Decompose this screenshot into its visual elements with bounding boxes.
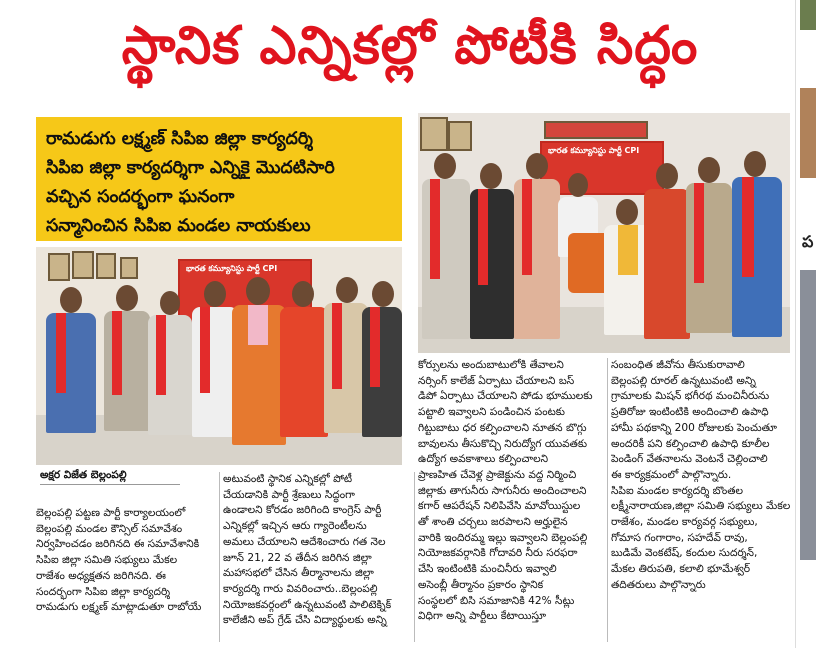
article-line: జిల్లాకు తాగునీరు సాగునీరు అందించాలని [418, 484, 587, 497]
article-line: బెల్లంపల్లి మండల కౌన్సిల్ సమావేశం [36, 522, 183, 535]
article-line: బుడిమే వెంకటేష్, కందుల సుదర్శన్, [611, 547, 758, 560]
article-column-4 [611, 358, 791, 594]
article-line: అందరికీ పని కల్పించాలి ఉపాధి కూలీల [611, 437, 770, 450]
article-line: ప్రాణహిత చేవెళ్ల ప్రాజెక్టును వద్ద నిర్మించి [418, 468, 577, 481]
article-line: గిట్టుబాటు ధర కల్పించాలని నూతన బొగ్గు [418, 421, 587, 434]
article-line: గ్రామాలకు మిషన్ భగీరథ మంచినీరును [611, 390, 770, 403]
highlight-line: రామడుగు లక్ష్మణ్ సిపిఐ జిల్లా కార్యదర్శి [46, 129, 313, 149]
byline-rule [40, 484, 180, 485]
article-line: గోమాస గంగారాం, సహదేవ్ రావు, [611, 531, 748, 544]
article-line: తో శాంతి చర్చలు జరపాలని అర్హులైన [418, 516, 568, 529]
article-line: బావులను తీసుకొచ్చి నిరుద్యోగ యువతకు [418, 437, 588, 450]
article-line: బెల్లంపల్లి రూరల్ ఉన్నటువంటి అన్ని [611, 374, 756, 387]
article-line: మేకల తిరుపతి, కలాలి భూమేశ్వర్ [611, 563, 751, 576]
article-line: సందర్భంగా సిపిఐ జిల్లా కార్యదర్శి [36, 585, 171, 598]
adjacent-photo [800, 0, 816, 30]
article-line: చేసి ఇంటింటికి మంచినీరు ఇవ్వాలి [418, 563, 557, 576]
article-line: కోర్సులను అందుబాటులోకి తేవాలని [418, 359, 564, 371]
column-divider [219, 472, 220, 642]
article-column-1 [36, 506, 216, 616]
highlight-line: సన్మానించిన సిపిఐ మండల నాయకులు [46, 216, 311, 236]
article-line: రాజేశం, మండల కార్యవర్గ సభ్యులు, [611, 516, 758, 529]
article-line: పట్టాలి ఇవ్వాలని పండించిన పంటకు [418, 406, 565, 419]
article-line: సంబంధిత జీవోను తీసుకురావాలి [611, 359, 745, 371]
article-line: కగార్ ఆపరేషన్ నిలిపివేసి మావోయిస్టుల [418, 500, 581, 513]
article-line: అమలు చేయాలని ఆదేశించారు గత నెల [223, 535, 386, 548]
article-line: కాలేజీని అప్ గ్రేడ్ చేసి విద్యార్థులకు అన్ని [223, 614, 387, 627]
article-line: రాజేశం అధ్యక్షతన జరిగినది. ఈ [36, 569, 166, 582]
article-line: ఎన్నికల్లో ఇచ్చిన ఆరు గ్యారెంటీలను [223, 520, 367, 533]
article-line: జూన్ 21, 22 వ తేదీన జరిగిన జిల్లా [223, 551, 372, 564]
article-line: అటువంటి స్థానిక ఎన్నికల్లో పోటీ [223, 473, 353, 485]
wall-portrait [96, 253, 116, 279]
article-line: సిపిఐ జిల్లా సమితి సభ్యులు మేకల [36, 554, 178, 567]
article-line: కార్యదర్శి గారు వివరించారు..బెల్లంపల్లి [223, 582, 378, 595]
article-line: ఈ కార్యక్రమంలో పాల్గొన్నారు. [611, 468, 732, 481]
article-line: వారికి ఇందిరమ్మ ఇల్లు ఇవ్వాలని బెల్లంపల్లి [418, 531, 588, 544]
adjacent-photo [800, 270, 816, 560]
wall-portrait-row [544, 121, 648, 139]
article-line: నిర్వహించడం జరిగినది ఈ సమావేశానికి [36, 538, 200, 551]
article-column-3 [418, 358, 605, 625]
wall-portrait [72, 251, 94, 279]
highlight-line: సిపిఐ జిల్లా కార్యదర్శిగా ఎన్నికై మొదటిసారి [46, 158, 335, 178]
article-line: ఉద్యోగ అవకాశాలు కల్పించాలని [418, 453, 549, 466]
group-photo-felicitation [36, 247, 402, 465]
article-line: బెల్లంపల్లి పట్టణ పార్టీ కార్యాలయంలో [36, 507, 186, 519]
banner-text: భారత కమ్యూనిస్టు పార్టీ CPI [186, 264, 278, 273]
wall-portrait [120, 257, 138, 279]
article-line: చేయడానికి పార్టీ శ్రేణులు సిద్ధంగా [223, 488, 355, 501]
article-line: పెండింగ్ వేతనాలను వెంటనే చెల్లించాలి [611, 453, 768, 466]
article-line: నర్సింగ్ కాలేజ్ ఏర్పాటు చేయాలని బస్ [418, 374, 575, 387]
wall-portrait [48, 253, 70, 281]
article-line: నియోజకవర్గంలో ఉన్నటువంటి పాలిటెక్నిక్ [223, 598, 392, 611]
byline: అక్షర విజేత బెల్లంపల్లి [40, 469, 127, 484]
article-line: అసెంబ్లీ తీర్మానం ప్రకారం స్థానిక [418, 578, 544, 591]
wall-portrait [420, 117, 448, 151]
article-line: సంస్థలలో బిసి సమాజానికి 42% సీట్లు [418, 594, 575, 607]
article-line: రామడుగు లక్ష్మణ్ మాట్లాడుతూ రాబోయే [36, 601, 202, 614]
article-line: విధిగా అన్ని పార్టీలు కేటాయిస్తూ [418, 610, 547, 623]
article-line: ఉండాలని కోరడం జరిగింది కాంగ్రెస్ పార్టీ [223, 504, 382, 517]
adjacent-page-edge [795, 0, 816, 648]
article-line: తదితరులు పాల్గొన్నారు [611, 578, 706, 591]
group-photo-shawl-presentation [418, 113, 790, 353]
article-line: ప్రతిరోజు ఇంటింటికి అందించాలి ఉపాధి [611, 406, 769, 419]
wall-portrait [448, 121, 472, 151]
article-line: లక్ష్మీనారాయణ,జిల్లా సమితి సభ్యులు మేకల [611, 500, 791, 513]
article-line: నియోజకవర్గానికి గోదావరి నీరు సరఫరా [418, 547, 578, 560]
column-divider [607, 358, 608, 642]
article-column-2 [223, 472, 415, 629]
article-line: హామీ పథకాన్ని 200 రోజులకు పెంచుతూ [611, 421, 777, 434]
headline: స్థానిక ఎన్నికల్లో పోటీకి సిద్ధం [121, 15, 699, 76]
adjacent-text-fragment: ప [802, 232, 814, 251]
banner-text: భారత కమ్యూనిస్టు పార్టీ CPI [548, 146, 640, 155]
article-line: డిపో ఏర్పాటు చేయాలని పోడు భూములకు [418, 390, 593, 403]
adjacent-photo [800, 88, 816, 178]
highlight-line: వచ్చిన సందర్భంగా ఘనంగా [46, 187, 235, 207]
article-line: సిపిఐ మండల కార్యదర్శి బొంతల [611, 484, 743, 497]
article-line: మహాసభలో చేసిన తీర్మానాలను జిల్లా [223, 567, 374, 580]
highlight-box [36, 117, 402, 241]
